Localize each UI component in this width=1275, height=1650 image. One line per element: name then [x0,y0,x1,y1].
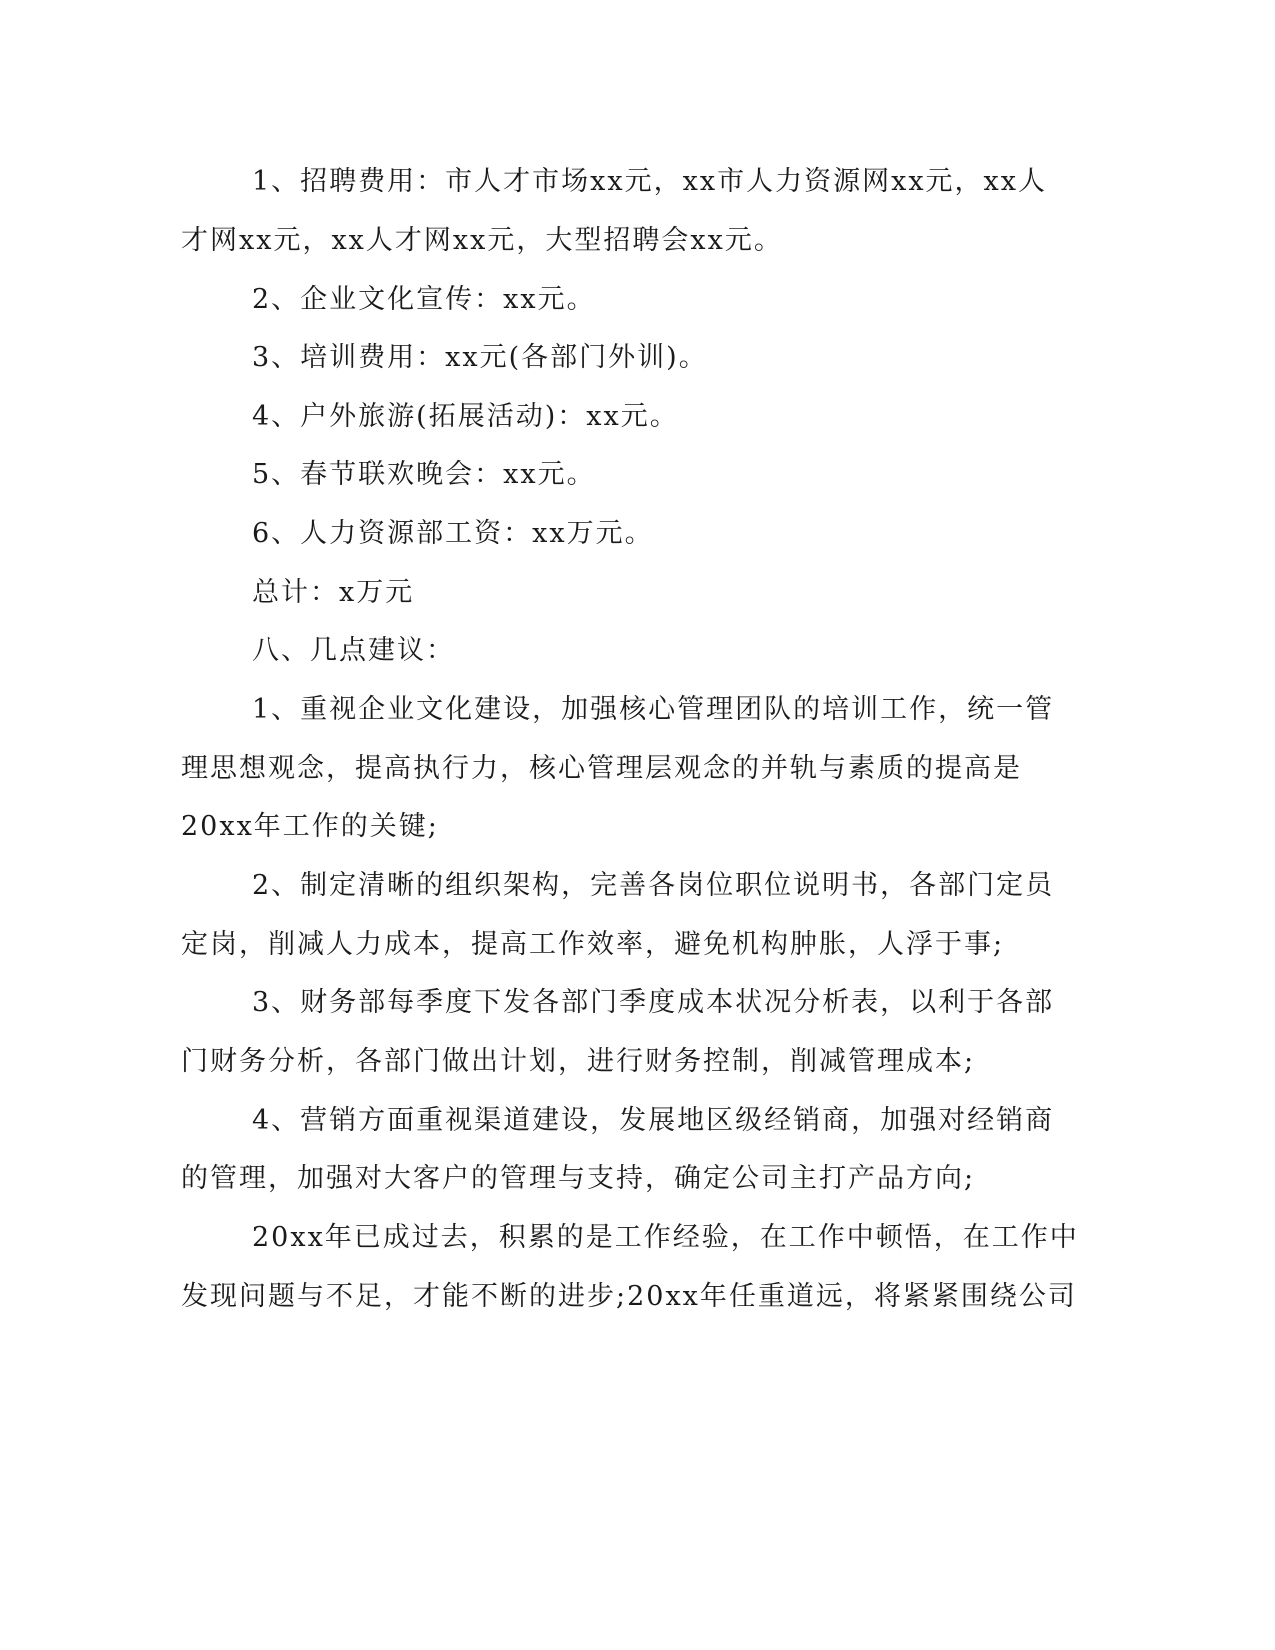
text-line: 1、重视企业文化建设，加强核心管理团队的培训工作，统一管 [252,694,1055,725]
text-line: 门财务分析，各部门做出计划，进行财务控制，削减管理成本; [181,1046,976,1077]
text-line: 20xx年工作的关键; [181,811,439,842]
text-line: 5、春节联欢晚会：xx元。 [252,459,596,490]
total-line: 总计：x万元 [252,577,415,608]
text-line: 2、制定清晰的组织架构，完善各岗位职位说明书，各部门定员 [252,870,1055,901]
text-line: 3、培训费用：xx元(各部门外训)。 [252,342,708,373]
text-line: 理思想观念，提高执行力，核心管理层观念的并轨与素质的提高是 [181,753,1022,784]
text-line: 20xx年已成过去，积累的是工作经验，在工作中顿悟，在工作中 [252,1222,1079,1253]
section-heading: 八、几点建议： [252,635,455,666]
text-line: 3、财务部每季度下发各部门季度成本状况分析表，以利于各部 [252,987,1055,1018]
text-line: 2、企业文化宣传：xx元。 [252,284,596,315]
text-line: 才网xx元，xx人才网xx元，大型招聘会xx元。 [181,225,783,256]
text-line: 定岗，削减人力成本，提高工作效率，避免机构肿胀，人浮于事; [181,929,1005,960]
text-line: 6、人力资源部工资：xx万元。 [252,518,654,549]
text-line: 1、招聘费用：市人才市场xx元，xx市人力资源网xx元，xx人 [252,166,1047,197]
text-line: 的管理，加强对大客户的管理与支持，确定公司主打产品方向; [181,1163,976,1194]
text-line: 发现问题与不足，才能不断的进步;20xx年任重道远，将紧紧围绕公司 [181,1281,1077,1312]
text-line: 4、户外旅游(拓展活动)：xx元。 [252,401,679,432]
text-line: 4、营销方面重视渠道建设，发展地区级经销商，加强对经销商 [252,1105,1055,1136]
